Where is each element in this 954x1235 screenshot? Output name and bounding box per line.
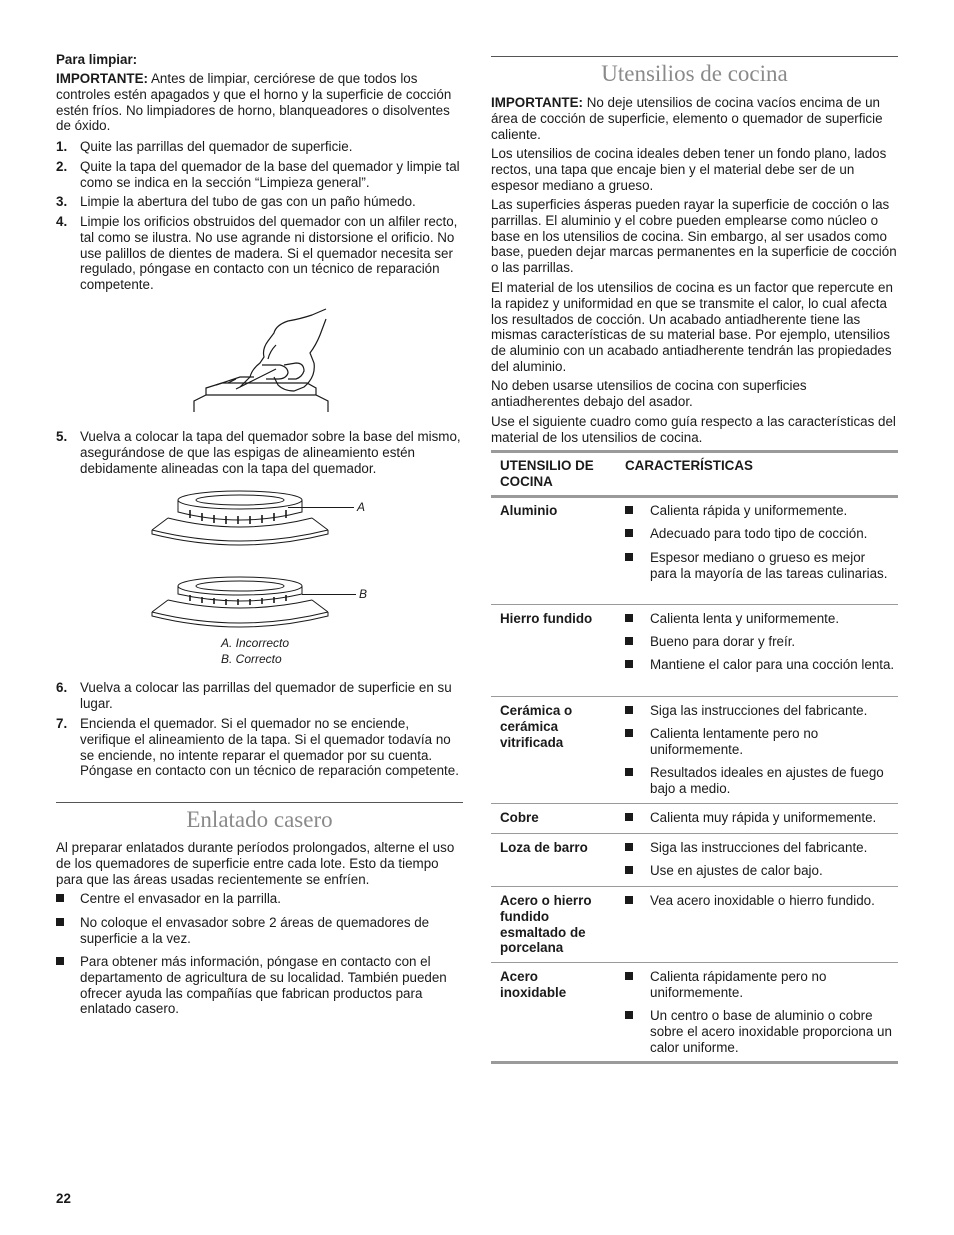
table-header-rule (491, 495, 898, 498)
cleaning-important (56, 71, 463, 134)
figure-label-a: A (357, 500, 366, 514)
step-number: 7. (56, 716, 68, 731)
canning-title: Enlatado casero (186, 807, 333, 832)
table-header-characteristics: CARACTERÍSTICAS (625, 458, 753, 473)
material-name: Cerámica o cerámica vitrificada (500, 703, 573, 750)
bullet-square-icon (625, 866, 633, 874)
cleaning-step (56, 716, 463, 779)
feature-item: Use en ajustes de calor bajo. (625, 863, 895, 879)
cookware-paragraph: El material de los utensilios de cocina es un factor que repercute en la rapidez y uniformidad en que se transmite el calor, lo cual afecta los resultados de cocción. Un acabado antiadherente tiene las mismas características de su material base. Por ejemplo, utensilios de aluminio con un acabado antiadherente tendrán las propiedades del aluminio. (491, 280, 893, 374)
cleaning-step (56, 194, 463, 210)
cleaning-step (56, 139, 463, 155)
bullet-square-icon (56, 894, 64, 902)
table-header-material: UTENSILIO DE COCINA (500, 458, 594, 489)
step-text: Quite la tapa del quemador de la base del quemador y limpie tal como se indica en la sección “Limpieza general”. (80, 159, 460, 190)
bullet-square-icon (56, 957, 64, 965)
feature-item: Calienta muy rápida y uniformemente. (625, 810, 895, 826)
table-top-rule (491, 450, 898, 453)
caption-a: A. Incorrecto (221, 636, 290, 650)
step-number: 2. (56, 159, 68, 174)
important-label: IMPORTANTE: (56, 71, 148, 86)
feature-item: Mantiene el calor para una cocción lenta. (625, 657, 895, 673)
bullet-square-icon (625, 896, 633, 904)
leader-line-b (302, 594, 356, 595)
table-row-rule (491, 696, 898, 697)
cleaning-step (56, 429, 463, 476)
feature-item: Un centro o base de aluminio o cobre sobre el acero inoxidable proporciona un calor uniforme. (625, 1008, 895, 1055)
feature-item: Siga las instrucciones del fabricante. (625, 703, 895, 719)
feature-item: Calienta rápidamente pero no uniformemente. (625, 969, 895, 1001)
step-text: Encienda el quemador. Si el quemador no se enciende, verifique el alineamiento de la tapa. Si el quemador todavía no se enciende, no intente reparar el quemador por su cuenta. Póngase en contacto con un técnico de reparación competente. (80, 716, 459, 779)
leader-line-a (288, 507, 354, 508)
cookware-paragraph: Las superficies ásperas pueden rayar la superficie de cocción o las parrillas. El aluminio y el cobre pueden emplearse como núcleo o base en los utensilios de cocina. Sin embargo, al ser usados como base, pueden dejar marcas permanentes en la superficie de cocción o las parrillas. (491, 197, 897, 276)
canning-bullet: No coloque el envasador sobre 2 áreas de quemadores de superficie a la vez. (56, 915, 463, 947)
cleaning-step (56, 159, 463, 191)
step-number: 3. (56, 194, 68, 209)
cookware-paragraph: Use el siguiente cuadro como guía respecto a las características del material de los utensilios de cocina. (491, 414, 896, 445)
burner-cap-correct-illustration (150, 574, 330, 634)
step-text: Limpie los orificios obstruidos del quemador con un alfiler recto, tal como se ilustra. No use agrande ni distorsione el orificio. No use palillos de dientes de madera. Si el quemador necesita ser regulado, póngase en contacto con un técnico de reparación competente. (80, 214, 458, 293)
caption-b: B. Correcto (221, 652, 282, 666)
feature-item: Espesor mediano o grueso es mejor para la mayoría de las tareas culinarias. (625, 550, 895, 582)
table-row-rule (491, 803, 898, 804)
table-row-rule (491, 886, 898, 887)
bullet-square-icon (625, 729, 633, 737)
step-number: 1. (56, 139, 68, 154)
cleaning-burner-illustration (192, 305, 332, 415)
table-bottom-rule (491, 1061, 898, 1064)
table-row-rule (491, 604, 898, 605)
material-name: Hierro fundido (500, 611, 593, 626)
bullet-square-icon (56, 918, 64, 926)
important-text: Antes de limpiar, cerciórese de que todos los controles estén apagados y que el horno y la superficie de cocción estén fríos. No limpiadores de horno, blanqueadores o disolventes de óxido. (56, 71, 452, 134)
feature-item: Siga las instrucciones del fabricante. (625, 840, 895, 856)
bullet-square-icon (625, 660, 633, 668)
section-divider (491, 56, 898, 57)
material-name: Acero inoxidable (500, 969, 567, 1000)
feature-item: Bueno para dorar y freír. (625, 634, 895, 650)
feature-item: Adecuado para todo tipo de cocción. (625, 526, 895, 542)
step-text: Vuelva a colocar la tapa del quemador sobre la base del mismo, asegurándose de que las espigas de alineamiento estén debidamente alineadas con la tapa del quemador. (80, 429, 461, 476)
bullet-square-icon (625, 1011, 633, 1019)
canning-bullet: Para obtener más información, póngase en contacto con el departamento de agricultura de su localidad. También pueden ofrecer ayuda las compañías que fabrican productos para enlatado casero. (56, 954, 463, 1017)
section-divider (56, 802, 463, 803)
feature-item: Calienta lentamente pero no uniformemente. (625, 726, 895, 758)
step-text: Quite las parrillas del quemador de superficie. (80, 139, 353, 154)
cookware-paragraph: Los utensilios de cocina ideales deben tener un fondo plano, lados rectos, una tapa que encaje bien y el material debe ser de un espesor mediano a grueso. (491, 146, 887, 193)
table-row-rule (491, 833, 898, 834)
bullet-square-icon (625, 843, 633, 851)
material-name: Aluminio (500, 503, 558, 518)
canning-bullet: Centre el envasador en la parrilla. (56, 891, 463, 907)
bullet-square-icon (625, 529, 633, 537)
bullet-square-icon (625, 637, 633, 645)
cookware-important (491, 95, 898, 142)
cookware-paragraph: No deben usarse utensilios de cocina con superficies antiadherentes debajo del asador. (491, 378, 807, 409)
bullet-square-icon (625, 813, 633, 821)
feature-item: Resultados ideales en ajustes de fuego bajo a medio. (625, 765, 895, 797)
cleaning-step (56, 680, 463, 712)
material-name: Cobre (500, 810, 539, 825)
feature-item: Calienta lenta y uniformemente. (625, 611, 895, 627)
step-text: Limpie la abertura del tubo de gas con un paño húmedo. (80, 194, 416, 209)
important-label: IMPORTANTE: (491, 95, 583, 110)
feature-item: Calienta rápida y uniformemente. (625, 503, 895, 519)
step-number: 6. (56, 680, 68, 695)
bullet-square-icon (625, 972, 633, 980)
material-name: Loza de barro (500, 840, 588, 855)
cleaning-step (56, 214, 463, 293)
cookware-title: Utensilios de cocina (601, 61, 788, 86)
step-number: 4. (56, 214, 68, 229)
page-number: 22 (56, 1191, 71, 1206)
bullet-square-icon (625, 614, 633, 622)
table-row-rule (491, 962, 898, 963)
feature-item: Vea acero inoxidable o hierro fundido. (625, 893, 895, 909)
bullet-square-icon (625, 506, 633, 514)
bullet-square-icon (625, 553, 633, 561)
bullet-square-icon (625, 706, 633, 714)
figure-label-b: B (359, 587, 368, 601)
cleaning-heading: Para limpiar: (56, 52, 138, 67)
step-text: Vuelva a colocar las parrillas del quemador de superficie en su lugar. (80, 680, 452, 711)
step-number: 5. (56, 429, 68, 444)
canning-intro: Al preparar enlatados durante períodos prolongados, alterne el uso de los quemadores de superficie entre cada lote. Esto da tiempo para que las áreas usadas recientemente se enfríen. (56, 840, 455, 887)
material-name: Acero o hierro fundido esmaltado de porcelana (500, 893, 592, 956)
burner-cap-incorrect-illustration (150, 488, 330, 550)
important-text: No deje utensilios de cocina vacíos encima de un área de cocción de superficie, elemento o quemador de superficie caliente. (491, 95, 883, 142)
bullet-square-icon (625, 768, 633, 776)
